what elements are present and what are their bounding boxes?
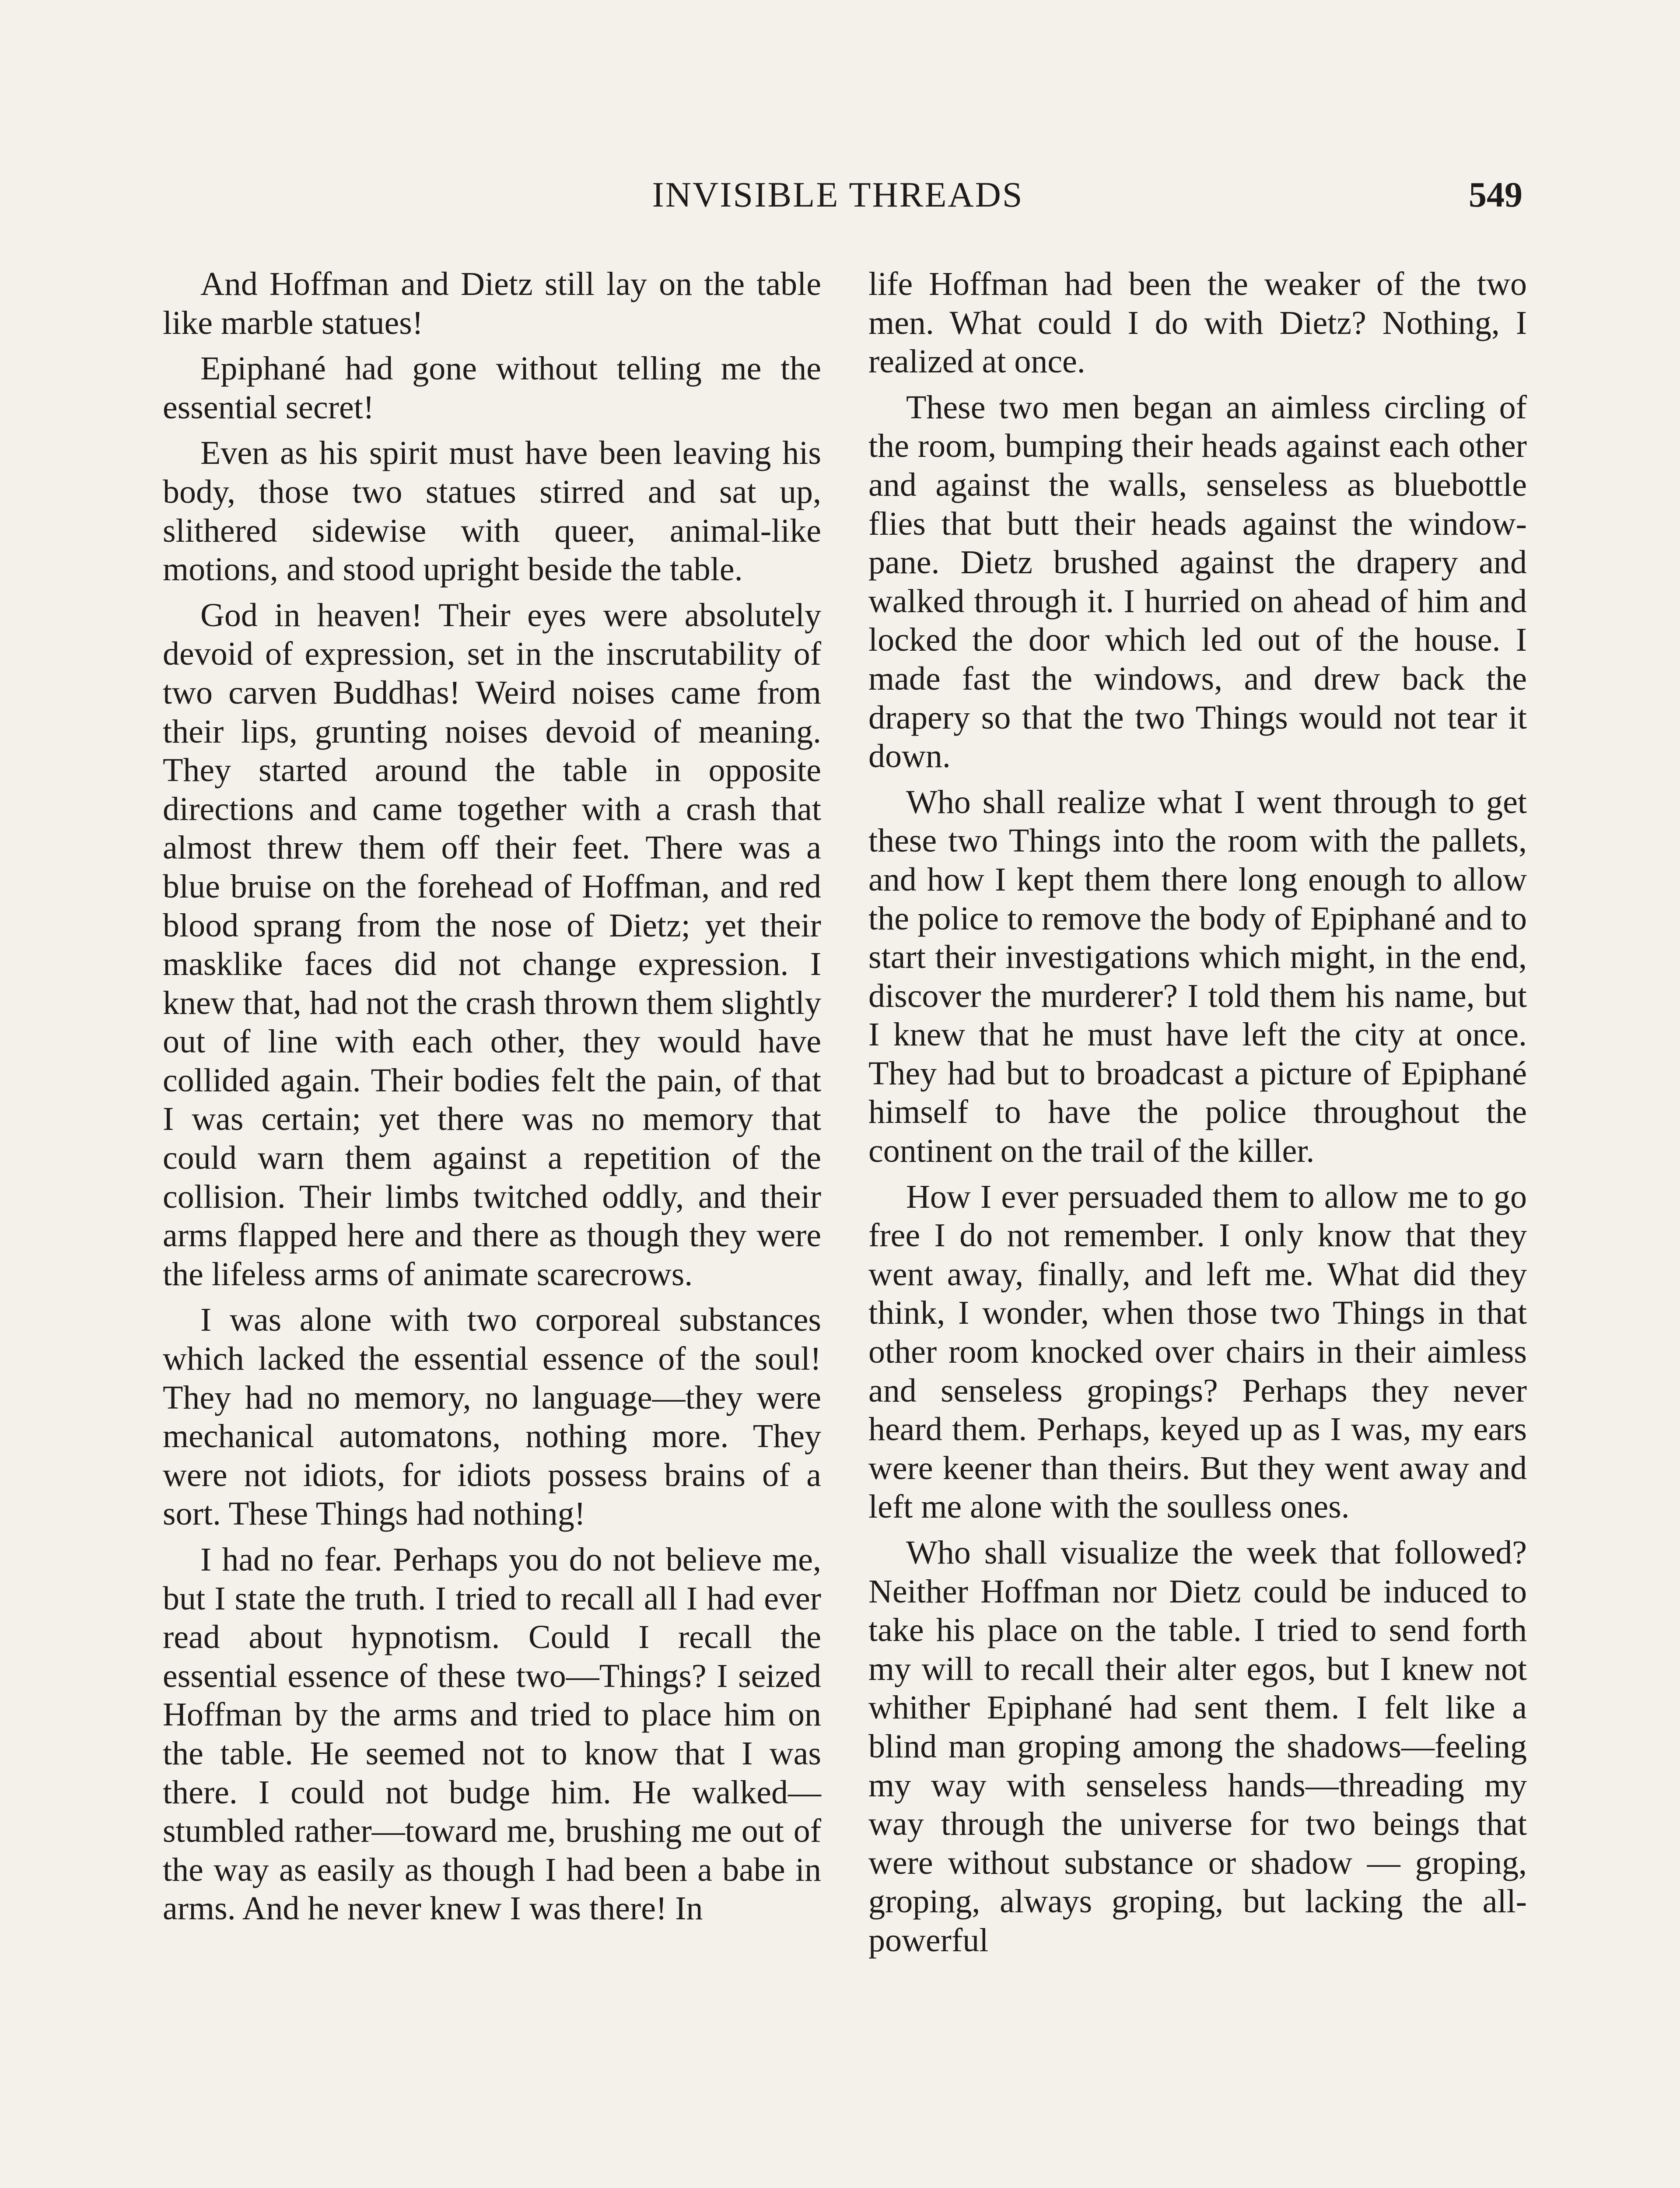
paragraph: Even as his spirit must have been leaving his body, those two statues stirred and sat up, slithered sidewise with queer, animal-like motions, and stood upright beside the table. xyxy=(163,435,821,588)
left-column xyxy=(163,265,821,1928)
running-head xyxy=(153,173,1522,221)
paragraph: And Hoffman and Dietz still lay on the table like marble statues! xyxy=(163,266,821,341)
paragraph: Epiphané had gone without telling me the essential secret! xyxy=(163,350,821,426)
running-title: INVISIBLE THREADS xyxy=(652,175,1024,214)
paragraph: These two men began an aimless circling of the room, bumping their heads against each other and against the walls, senseless as bluebottle flies that butt their heads against the window-pane. Dietz brushed against the drapery and walked through it. I hurried on ahead of him and locked the door which led out of the house. I made fast the windows, and drew back the drapery so that the two Things would not tear it down. xyxy=(868,389,1527,775)
paragraph: Who shall realize what I went through to get these two Things into the room with the pallets, and how I kept them there long enough to allow the police to remove the body of Epiphané and to start their investigations which might, in the end, discover the murderer? I told them his name, but I knew that he must have left the city at once. They had but to broadcast a picture of Epiphané himself to have the police throughout the continent on the trail of the killer. xyxy=(868,783,1527,1170)
paragraph: God in heaven! Their eyes were absolutely devoid of expression, set in the inscrutability of two carven Buddhas! Weird noises came from their lips, grunting noises devoid of meaning. They started around the table in opposite directions and came together with a crash that almost threw them off their feet. There was a blue bruise on the forehead of Hoffman, and red blood sprang from the nose of Dietz; yet their masklike faces did not change expression. I knew that, had not the crash thrown them slightly out of line with each other, they would have collided again. Their bodies felt the pain, of that I was certain; yet there was no memory that could warn them against a repetition of the collision. Their limbs twitched oddly, and their arms flapped here and there as though they were the lifeless arms of animate scarecrows. xyxy=(163,596,821,1293)
page-number: 549 xyxy=(1469,175,1522,214)
paragraph: How I ever persuaded them to allow me to go free I do not remember. I only know that they went away, finally, and left me. What did they think, I wonder, when those two Things in that other room knocked over chairs in their aimless and senseless gropings? Perhaps they never heard them. Perhaps, keyed up as I was, my ears were keener than theirs. But they went away and left me alone with the soulless ones. xyxy=(868,1178,1527,1525)
paragraph: I was alone with two corporeal substances which lacked the essential essence of the soul! They had no memory, no language—they were mechanical automatons, nothing more. They were not idiots, for idiots possess brains of a sort. These Things had nothing! xyxy=(163,1301,821,1532)
paragraph: Who shall visualize the week that followed? Neither Hoffman nor Dietz could be induced to take his place on the table. I tried to send forth my will to recall their alter egos, but I knew not whither Epiphané had sent them. I felt like a blind man groping among the shadows—feeling my way with senseless hands—threading my way through the universe for two beings that were without substance or shadow — groping, groping, always groping, but lacking the all-powerful xyxy=(868,1534,1527,1959)
paragraph-continued: life Hoffman had been the weaker of the two men. What could I do with Dietz? Nothing, I realized at once. xyxy=(868,266,1527,380)
right-column xyxy=(868,265,1527,1960)
paragraph: I had no fear. Perhaps you do not believe me, but I state the truth. I tried to recall all I had ever read about hypnotism. Could I recall the essential essence of these two—Things? I seized Hoffman by the arms and tried to place him on the table. He seemed not to know that I was there. I could not budge him. He walked—stumbled rather—toward me, brushing me out of the way as easily as though I had been a babe in arms. And he never knew I was there! In xyxy=(163,1541,821,1927)
